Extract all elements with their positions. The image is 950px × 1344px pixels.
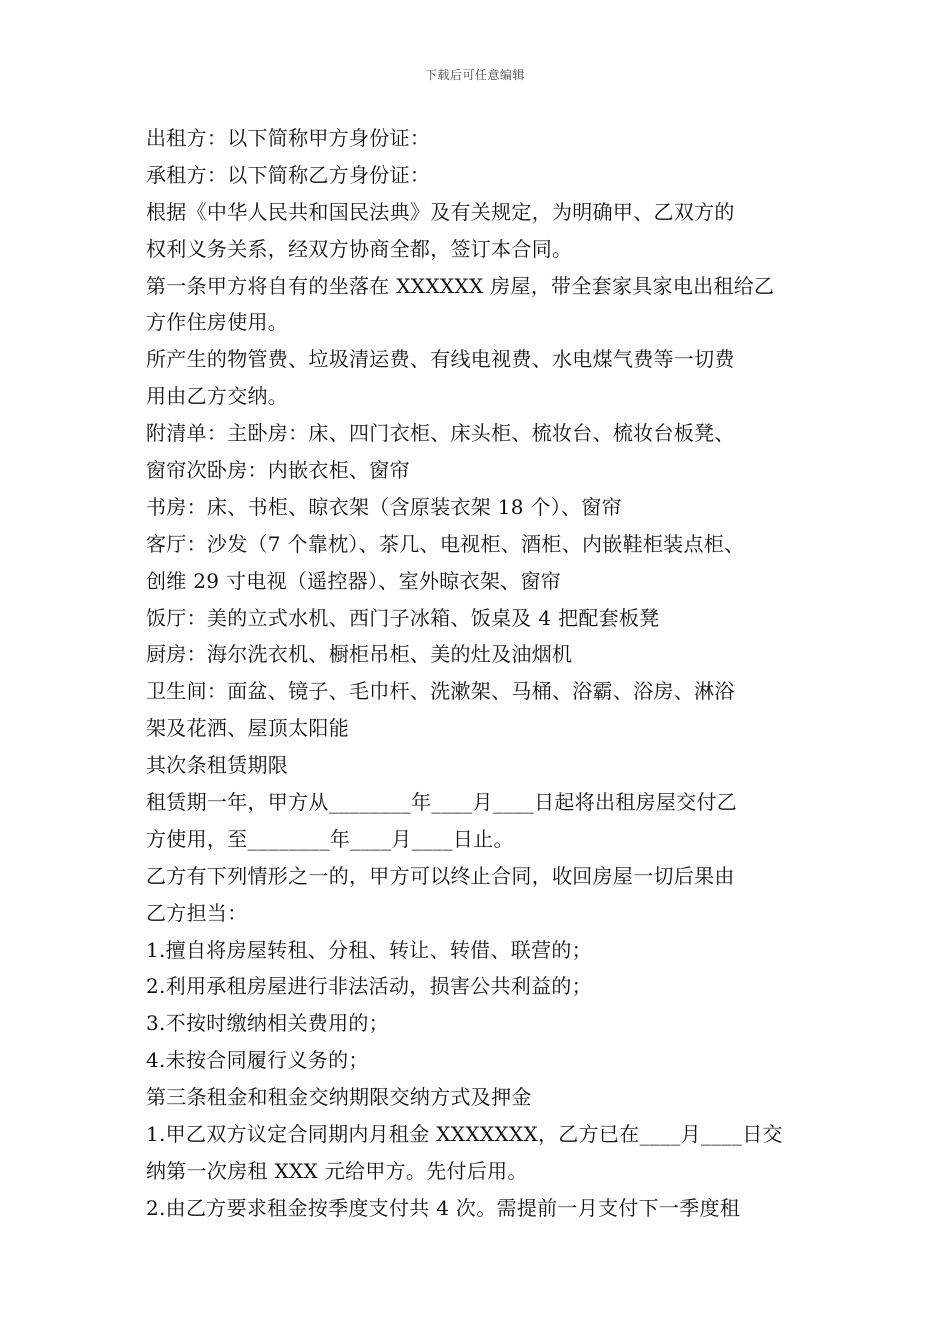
text-line: 用由乙方交纳。	[146, 384, 289, 409]
text-line: 附清单：主卧房：床、四门衣柜、床头柜、梳妆台、梳妆台板凳、	[146, 421, 735, 446]
text-line: 卫生间：面盆、镜子、毛巾杆、洗漱架、马桶、浴霸、浴房、淋浴	[146, 679, 735, 704]
text-line: 方作住房使用。	[146, 310, 289, 335]
text-line: 架及花洒、屋顶太阳能	[146, 716, 349, 741]
text-line: 窗帘次卧房：内嵌衣柜、窗帘	[146, 458, 410, 483]
text-line: 乙方担当：	[146, 900, 248, 925]
text-line: 根据《中华人民共和国民法典》及有关规定，为明确甲、乙双方的	[146, 199, 735, 224]
text-line: 2.利用承租房屋进行非法活动，损害公共利益的；	[146, 974, 592, 999]
text-line: 4.未按合同履行义务的；	[146, 1048, 369, 1073]
text-line: 其次条租赁期限	[146, 753, 289, 778]
text-line: 创维 29 寸电视（遥控器）、室外晾衣架、窗帘	[146, 568, 562, 593]
text-line: 承租方：以下简称乙方身份证：	[146, 162, 431, 187]
text-line: 饭厅：美的立式水机、西门子冰箱、饭桌及 4 把配套板凳	[146, 605, 660, 630]
text-line: 3.不按时缴纳相关费用的；	[146, 1011, 389, 1036]
text-line: 1.擅自将房屋转租、分租、转让、转借、联营的；	[146, 937, 592, 962]
text-line: 租赁期一年，甲方从________年____月____日起将出租房屋交付乙	[146, 790, 738, 815]
text-line: 第三条租金和租金交纳期限交纳方式及押金	[146, 1085, 532, 1110]
text-line: 第一条甲方将自有的坐落在 XXXXXX 房屋，带全套家具家电出租给乙	[146, 273, 775, 298]
text-line: 客厅：沙发（7 个靠枕）、茶几、电视柜、酒柜、内嵌鞋柜装点柜、	[146, 531, 745, 556]
text-line: 纳第一次房租 XXX 元给甲方。先付后用。	[146, 1158, 528, 1183]
document-body	[146, 120, 816, 1227]
text-line: 书房：床、书柜、晾衣架（含原装衣架 18 个）、窗帘	[146, 494, 622, 519]
text-line: 厨房：海尔洗衣机、橱柜吊柜、美的灶及油烟机	[146, 642, 573, 667]
page-header-note: 下载后可任意编辑	[424, 68, 525, 82]
text-line: 1.甲乙双方议定合同期内月租金 XXXXXXX，乙方已在____月____日交	[146, 1122, 783, 1147]
text-line: 方使用，至________年____月____日止。	[146, 826, 514, 851]
text-line: 所产生的物管费、垃圾清运费、有线电视费、水电煤气费等一切费	[146, 347, 735, 372]
text-line: 权利义务关系，经双方协商全都，签订本合同。	[146, 236, 573, 261]
text-line: 出租方：以下简称甲方身份证：	[146, 126, 431, 150]
text-line: 乙方有下列情形之一的，甲方可以终止合同，收回房屋一切后果由	[146, 863, 735, 888]
text-line: 2.由乙方要求租金按季度支付共 4 次。需提前一月支付下一季度租	[146, 1195, 741, 1220]
